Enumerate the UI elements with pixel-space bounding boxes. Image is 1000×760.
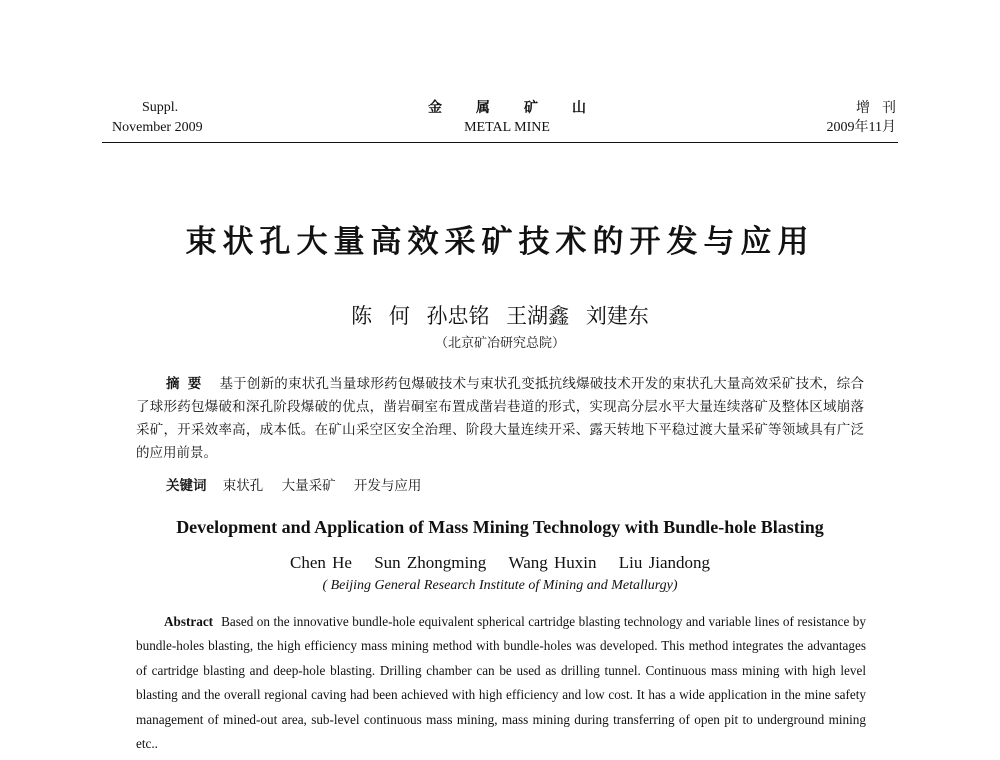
keywords-cn-label: 关键词 [166,478,207,494]
keyword-item: 大量采矿 [281,478,336,494]
abstract-en-label: Abstract [164,614,214,629]
journal-name-cn: 金属矿山 [428,100,620,116]
header-rule [102,142,898,143]
abstract-cn-label: 摘要 [166,376,210,392]
authors-cn: 陈 何 孙忠铭 王湖鑫 刘建东 [351,304,649,328]
abstract-cn-text: 基于创新的束状孔当量球形药包爆破技术与束状孔变抵抗线爆破技术开发的束状孔大量高效采矿技术，综合了球形药包爆破和深孔阶段爆破的优点，凿岩硐室布置成凿岩巷道的形式，实现高分层水平大量连续落矿及整体区域崩落采矿，开采效率高，成本低。在矿山采空区安全治理、阶段大量连续开采、露天转地下平稳过渡大量采矿等领域具有广泛的应用前景。 [136,376,864,461]
paper-title-cn: 束状孔大量高效采矿技术的开发与应用 [185,224,815,260]
affiliation-en: ( Beijing General Research Institute of Mining and Metallurgy) [322,578,678,593]
page-header [112,98,908,144]
header-center [112,98,902,138]
authors-en [0,553,1000,573]
author-en: Wang Huxin [508,553,597,572]
abstract-en [136,610,866,756]
keywords-cn [166,474,435,494]
abstract-en-text: Based on the innovative bundle-hole equivalent spherical cartridge blasting technology and variable lines of resistance by bundle-holes blasting, the high efficiency mass mining method with bundle-holes was developed. This method integrates the advantages of cartridge blasting and deep-hole blasting. Drilling chamber can be used as drilling tunnel. Continuous mass mining with high level blasting and the overall regional caving had been achieved with high efficiency and low cost. It has a wide application in the mine safety management of mined-out area, sub-level continuous mass mining, mass mining during transferring of open pit to underground mining etc.. [136,614,866,752]
author-en: Liu Jiandong [618,553,710,572]
header-issue-cn: 增刊 [856,100,908,116]
author-en: Chen He [290,553,352,572]
header-suppl: Suppl. [142,100,179,115]
abstract-cn [136,373,864,465]
author-en: Sun Zhongming [374,553,487,572]
header-right [826,98,908,138]
header-date-cn: 2009年11月 [826,120,896,135]
paper-title-en: Development and Application of Mass Mining Technology with Bundle-hole Blasting [176,517,824,537]
header-date-en: November 2009 [112,120,203,135]
keyword-item: 开发与应用 [353,478,422,494]
keyword-item: 束状孔 [222,478,264,494]
affiliation-cn: （北京矿冶研究总院） [434,336,565,351]
journal-name-en: METAL MINE [464,120,550,135]
